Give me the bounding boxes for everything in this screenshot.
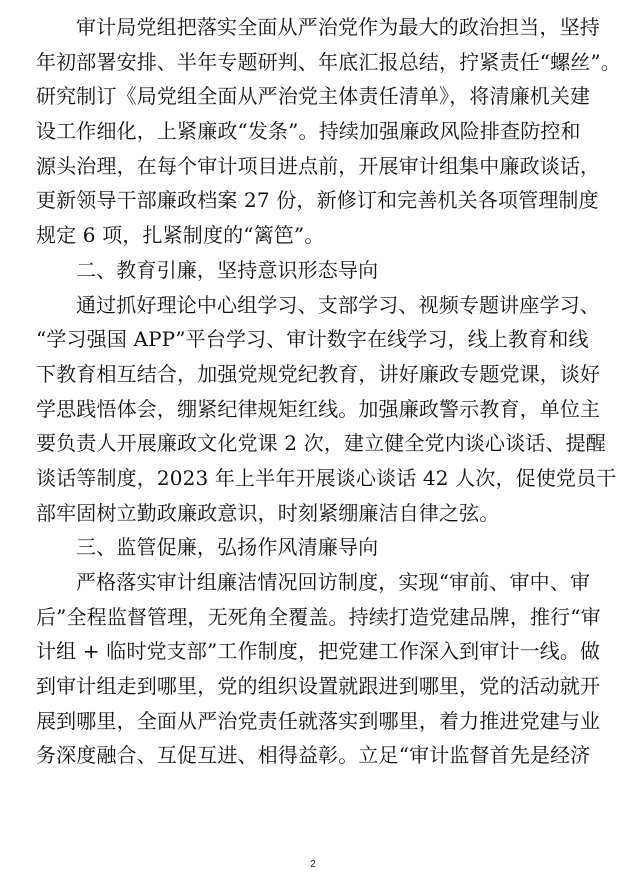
text-line: 下教育相互结合，加强党规党纪教育，讲好廉政专题党课，谈好 — [36, 361, 601, 386]
paragraph-supervision — [36, 565, 601, 773]
paragraph-party-responsibility — [36, 10, 621, 253]
text-line: 展到哪里，全面从严治党责任就落实到哪里，着力推进党建与业 — [36, 708, 601, 733]
text-line: 研究制订《局党组全面从严治党主体责任清单》，将清廉机关建 — [36, 84, 591, 109]
text-line: 部牢固树立勤政廉政意识，时刻紧绷廉洁自律之弦。 — [36, 500, 500, 525]
text-line: 规定 6 项，扎紧制度的“篱笆”。 — [36, 223, 325, 248]
text-line: 计组 + 临时党支部”工作制度，把党建工作深入到审计一线。做 — [36, 639, 601, 664]
text-line: 年初部署安排、半年专题研判、年底汇报总结，拧紧责任“螺丝”。 — [36, 49, 621, 74]
page-number: 2 — [310, 859, 316, 870]
text-line: 通过抓好理论中心组学习、支部学习、视频专题讲座学习、 — [76, 292, 600, 317]
section-heading-supervision: 三、监管促廉，弘扬作风清廉导向 — [76, 535, 379, 560]
text-line: 严格落实审计组廉洁情况回访制度，实现“审前、审中、审 — [76, 570, 591, 594]
text-line: 更新领导干部廉政档案 27 份，新修订和完善机关各项管理制度 — [36, 188, 599, 213]
text-line: 后”全程监督管理，无死角全覆盖。持续打造党建品牌，推行“审 — [36, 604, 601, 629]
text-line: 设工作细化，上紧廉政“发条”。持续加强廉政风险排查防控和 — [36, 119, 581, 144]
text-line: 源头治理，在每个审计项目进点前，开展审计组集中廉政谈话， — [36, 153, 601, 178]
document-page — [36, 10, 621, 773]
text-line: 要负责人开展廉政文化党课 2 次，建立健全党内谈心谈话、提醒 — [36, 431, 606, 456]
text-line: 审计局党组把落实全面从严治党作为最大的政治担当，坚持 — [76, 15, 600, 39]
text-line: 到审计组走到哪里，党的组织设置就跟进到哪里，党的活动就开 — [36, 674, 601, 699]
text-line: 谈话等制度，2023 年上半年开展谈心谈话 42 人次，促使党员干 — [36, 465, 617, 490]
text-line: “学习强国 APP”平台学习、审计数字在线学习，线上教育和线 — [36, 327, 589, 352]
section-heading-education: 二、教育引廉，坚持意识形态导向 — [76, 257, 379, 282]
paragraph-education — [36, 288, 617, 531]
text-line: 学思践悟体会，绷紧纪律规矩红线。加强廉政警示教育，单位主 — [36, 396, 601, 421]
text-line: 务深度融合、互促互进、相得益彰。立足“审计监督首先是经济 — [36, 743, 591, 768]
